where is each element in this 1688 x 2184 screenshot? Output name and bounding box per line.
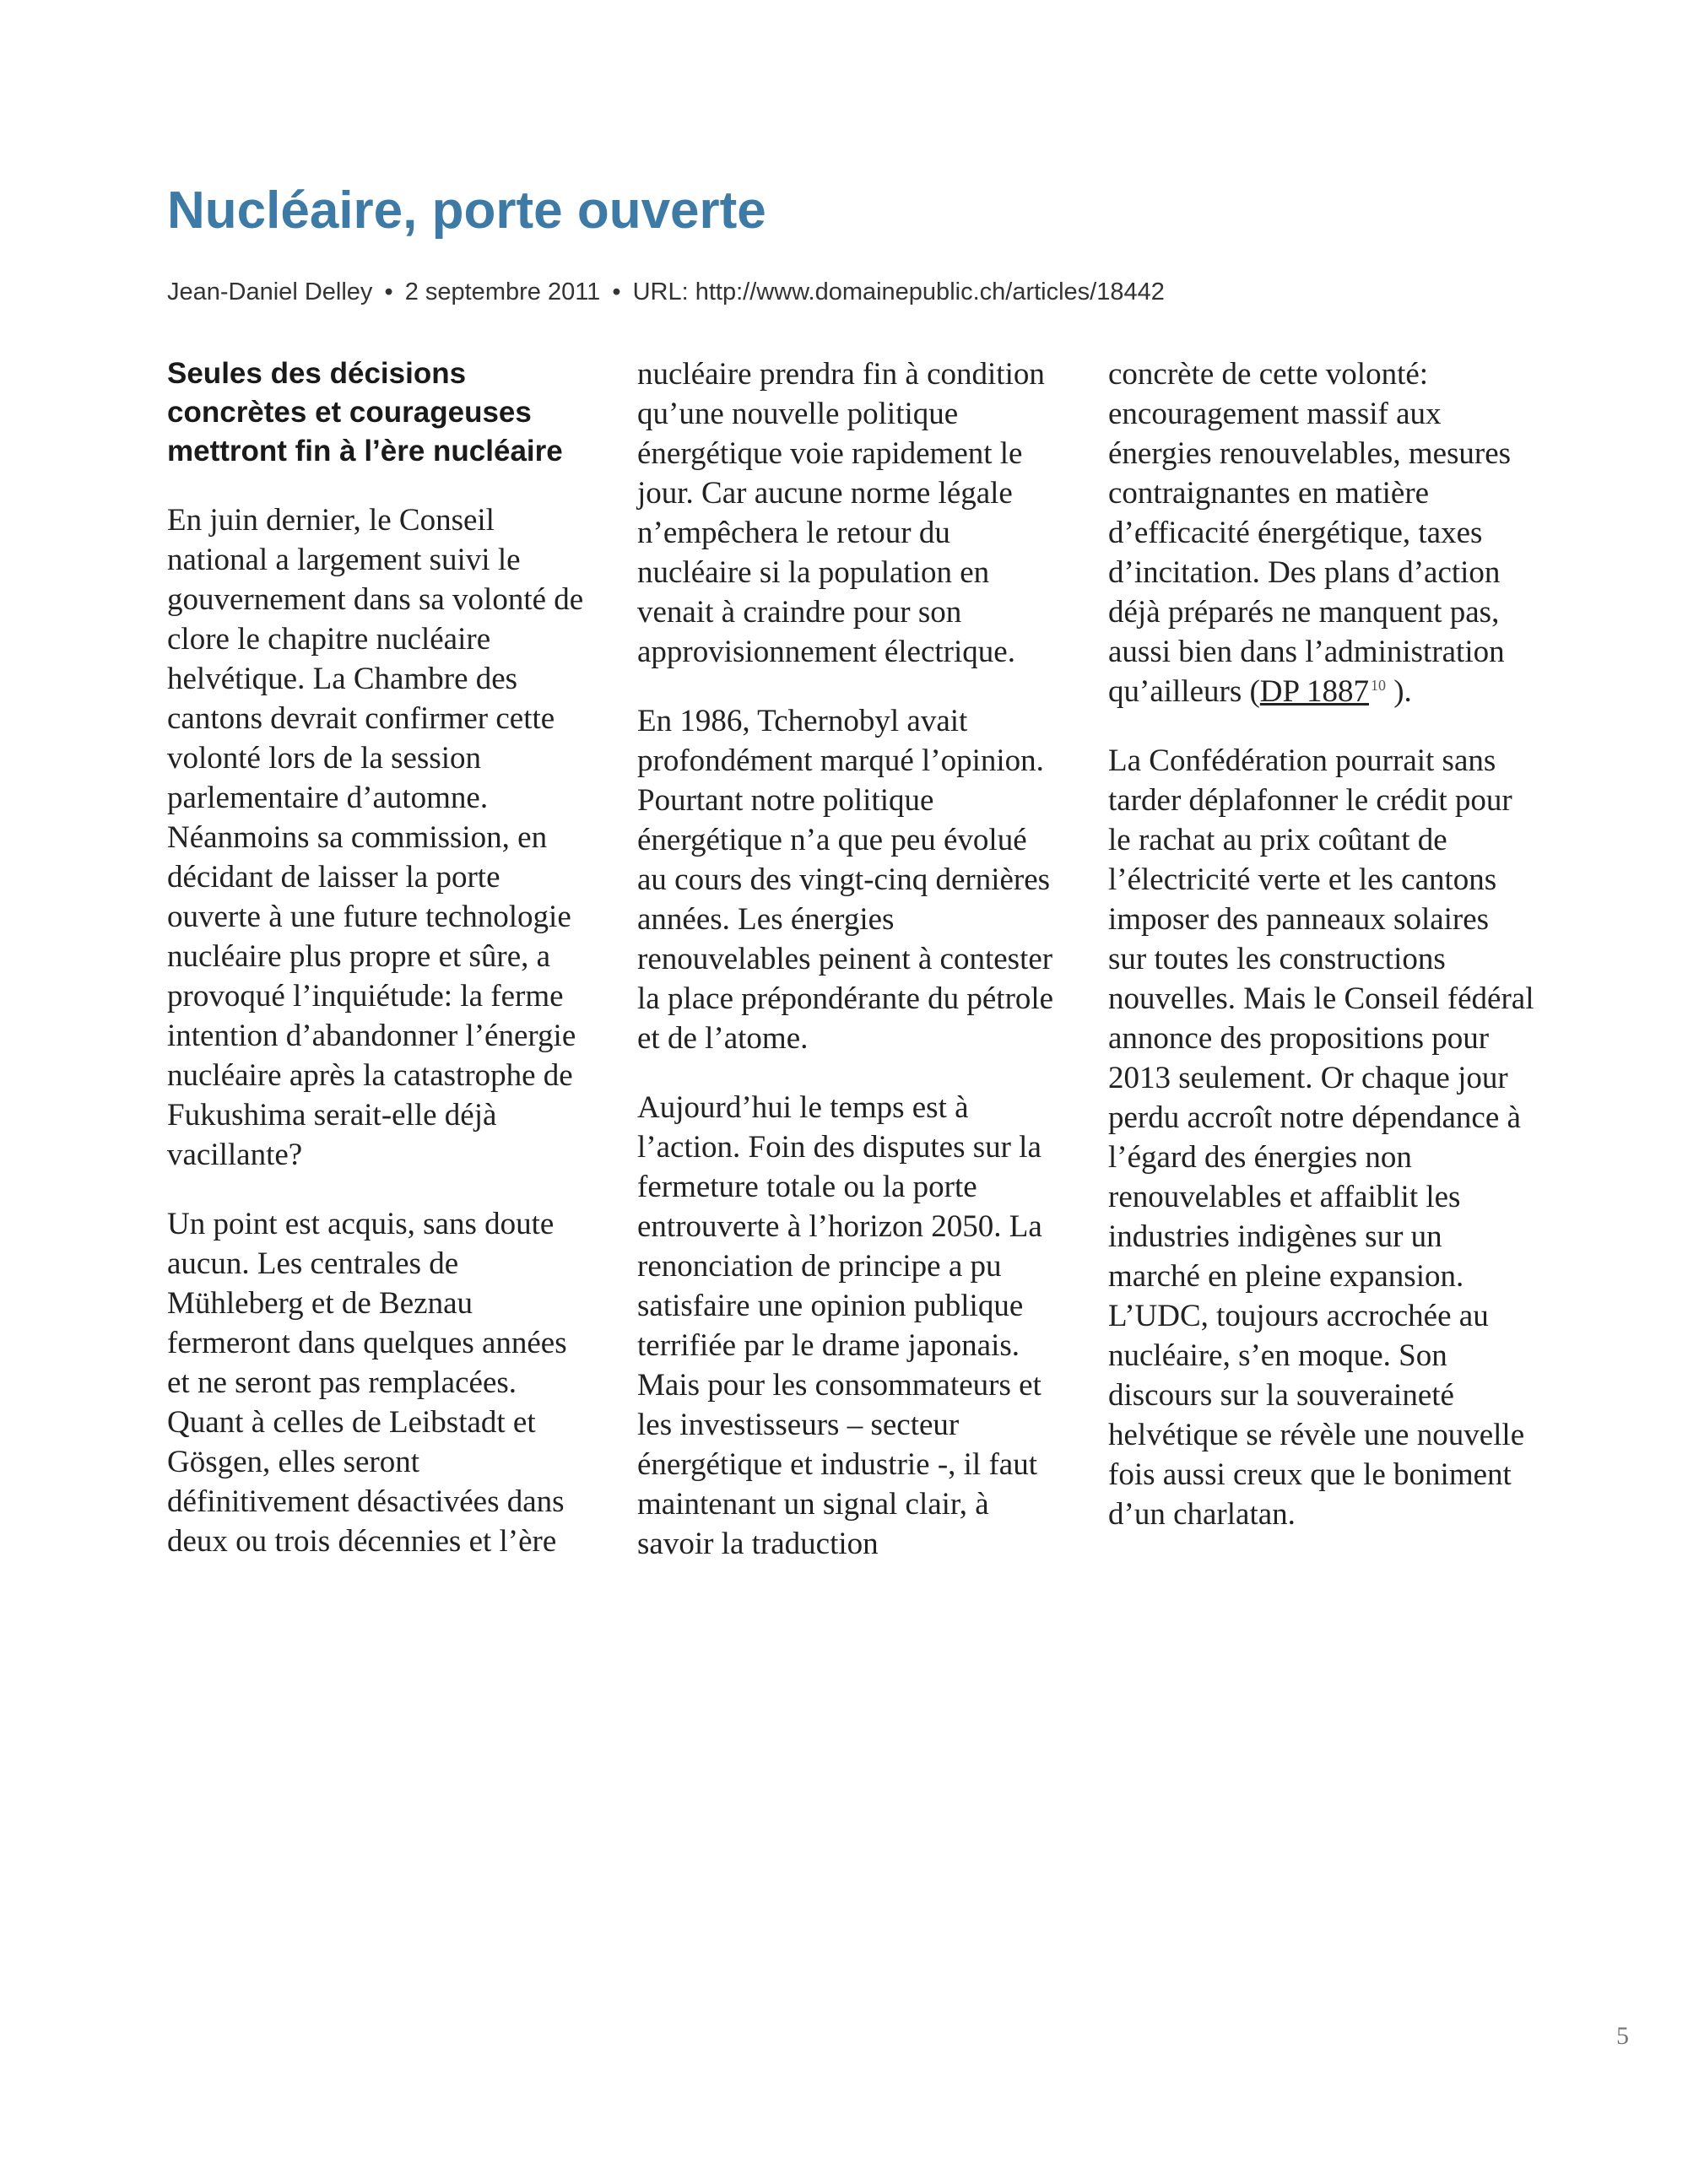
- page-number: 5: [1616, 2022, 1629, 2050]
- paragraph: En 1986, Tchernobyl avait profondément marqué l’opinion. Pourtant notre politique énergétique n’a que peu évolué au cours des vingt-cinq dernières années. Les énergies renouvelables peinent à contester la place prépondérante du pétrole et de l’atome.: [637, 704, 1054, 1056]
- paragraph-text: ).: [1393, 674, 1412, 709]
- paragraph: Un point est acquis, sans doute aucun. Les centrales de Mühleberg et de Beznau fermeront dans quelques années et ne seront pas remplacées. Quant à celles de Leibstadt et Gösgen, elles seront définitivement désactivées dans deux ou trois décennies et l’ère: [167, 1207, 567, 1559]
- publication-date: 2 septembre 2011: [404, 278, 601, 305]
- text-column-1: [167, 354, 593, 1591]
- paragraph-continued: nucléaire prendra fin à condition qu’une nouvelle politique énergétique voie rapidement le jour. Car aucune norme légale n’empêchera le retour du nucléaire si la population en venait à craindre pour son approvisionnement électrique.: [637, 357, 1045, 669]
- paragraph-continued: [1108, 354, 1534, 711]
- article-url[interactable]: http://www.domainepublic.ch/articles/18442: [695, 278, 1165, 305]
- paragraph-text: concrète de cette volonté: encouragement massif aux énergies renouvelables, mesures contraignantes en matière d’efficacité énergétique, taxes d’incitation. Des plans d’action déjà préparés ne manquent pas, aussi bien dans l’administration qu’ailleurs (: [1108, 357, 1512, 709]
- article-byline: [167, 275, 1165, 309]
- byline-separator: •: [384, 278, 393, 305]
- paragraph: Aujourd’hui le temps est à l’action. Foin des disputes sur la fermeture totale ou la porte entrouverte à l’horizon 2050. La renonciation de principe a pu satisfaire une opinion publique terrifiée par le drame japonais. Mais pour les consommateurs et les investisseurs – secteur énergétique et industrie -, il faut maintenant un signal clair, à savoir la traduction: [637, 1090, 1042, 1561]
- article-title: Nucléaire, porte ouverte: [167, 181, 766, 240]
- article-lede: Seules des décisions concrètes et courageuses mettront fin à l’ère nucléaire: [167, 357, 563, 468]
- text-column-2: [637, 354, 1063, 1593]
- footnote-reference: 10: [1370, 676, 1386, 694]
- url-label: URL:: [632, 278, 689, 305]
- text-column-3: [1108, 354, 1534, 1564]
- paragraph: En juin dernier, le Conseil national a largement suivi le gouvernement dans sa volonté de clore le chapitre nucléaire helvétique. La Chambre des cantons devrait confirmer cette volonté lors de la session parlementaire d’automne. Néanmoins sa commission, en décidant de laisser la porte ouverte à une future technologie nucléaire plus propre et sûre, a provoqué l’inquiétude: la ferme intention d’abandonner l’énergie nucléaire après la catastrophe de Fukushima serait-elle déjà vacillante?: [167, 503, 584, 1172]
- byline-separator: •: [612, 278, 621, 305]
- author: Jean-Daniel Delley: [167, 278, 373, 305]
- dp-1887-link[interactable]: DP 1887: [1259, 674, 1369, 709]
- paragraph: La Confédération pourrait sans tarder déplafonner le crédit pour le rachat au prix coûtant de l’électricité verte et les cantons imposer des panneaux solaires sur toutes les constructions nouvelles. Mais le Conseil fédéral annonce des propositions pour 2013 seulement. Or chaque jour perdu accroît notre dépendance à l’égard des énergies non renouvelables et affaiblit les industries indigènes sur un marché en pleine expansion. L’UDC, toujours accrochée au nucléaire, s’en moque. Son discours sur la souveraineté helvétique se révèle une nouvelle fois aussi creux que le boniment d’un charlatan.: [1108, 743, 1534, 1532]
